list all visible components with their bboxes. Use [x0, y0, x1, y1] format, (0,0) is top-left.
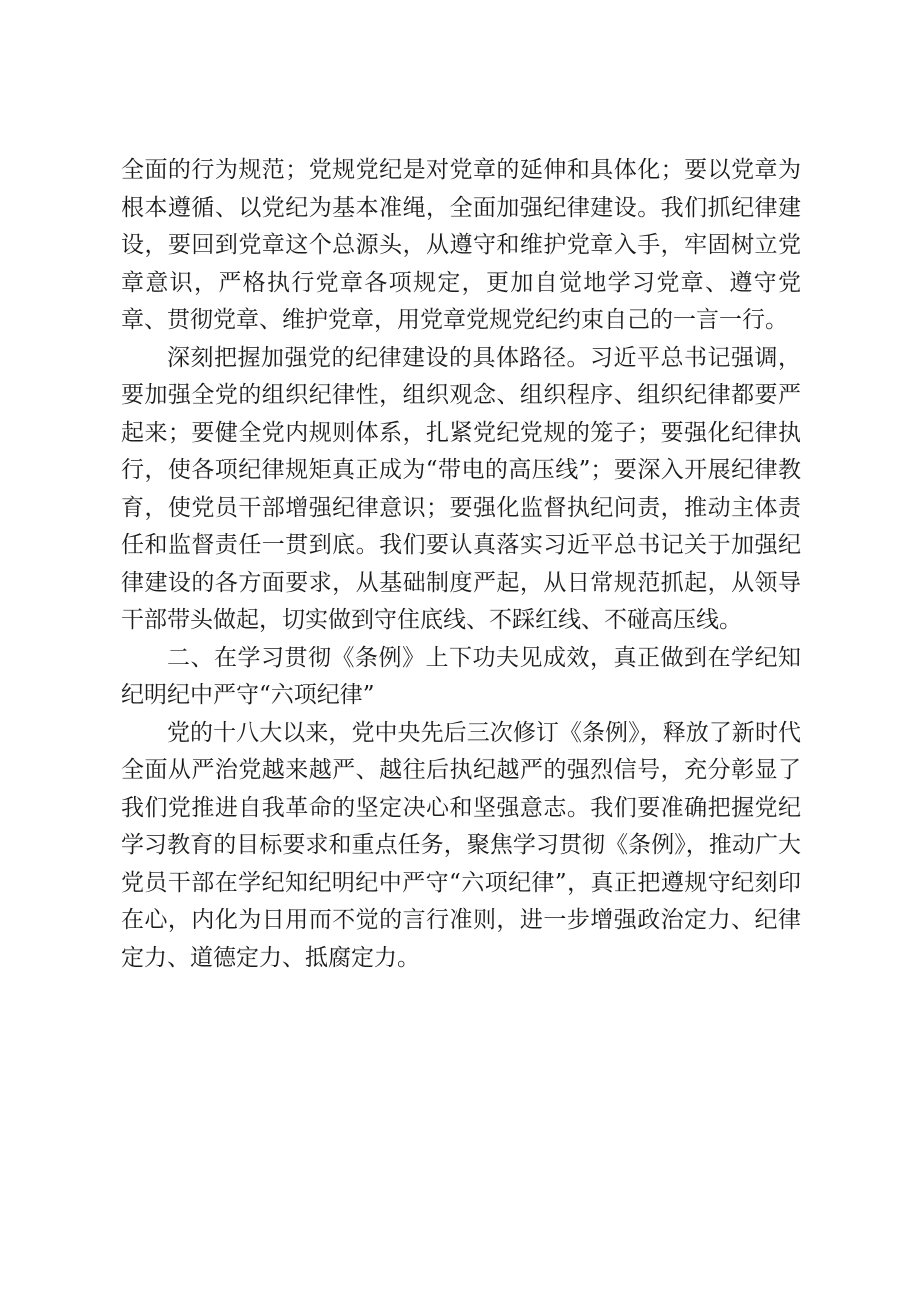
document-body	[121, 152, 801, 977]
section-heading-two: 二、在学习贯彻《条例》上下功夫见成效，真正做到在学纪知纪明纪中严守“六项纪律”	[121, 644, 801, 708]
paragraph-party-constitution: 全面的行为规范；党规党纪是对党章的延伸和具体化；要以党章为根本遵循、以党纪为基本准绳，全面加强纪律建设。我们抓纪律建设，要回到党章这个总源头，从遵守和维护党章入手，牢固树立党章意识，严格执行党章各项规定，更加自觉地学习党章、遵守党章、贯彻党章、维护党章，用党章党规党纪约束自己的一言一行。	[121, 157, 801, 333]
paragraph-regulations-revision: 党的十八大以来，党中央先后三次修订《条例》，释放了新时代全面从严治党越来越严、越往后执纪越严的强烈信号，充分彰显了我们党推进自我革命的坚定决心和坚强意志。我们要准确把握党纪学习教育的目标要求和重点任务，聚焦学习贯彻《条例》，推动广大党员干部在学纪知纪明纪中严守“六项纪律”，真正把遵规守纪刻印在心，内化为日用而不觉的言行准则，进一步增强政治定力、纪律定力、道德定力、抵腐定力。	[121, 719, 801, 971]
paragraph-discipline-path: 深刻把握加强党的纪律建设的具体路径。习近平总书记强调，要加强全党的组织纪律性，组织观念、组织程序、组织纪律都要严起来；要健全党内规则体系，扎紧党纪党规的笼子；要强化纪律执行，使各项纪律规矩真正成为“带电的高压线”；要深入开展纪律教育，使党员干部增强纪律意识；要强化监督执纪问责，推动主体责任和监督责任一贯到底。我们要认真落实习近平总书记关于加强纪律建设的各方面要求，从基础制度严起，从日常规范抓起，从领导干部带头做起，切实做到守住底线、不踩红线、不碰高压线。	[121, 344, 801, 633]
